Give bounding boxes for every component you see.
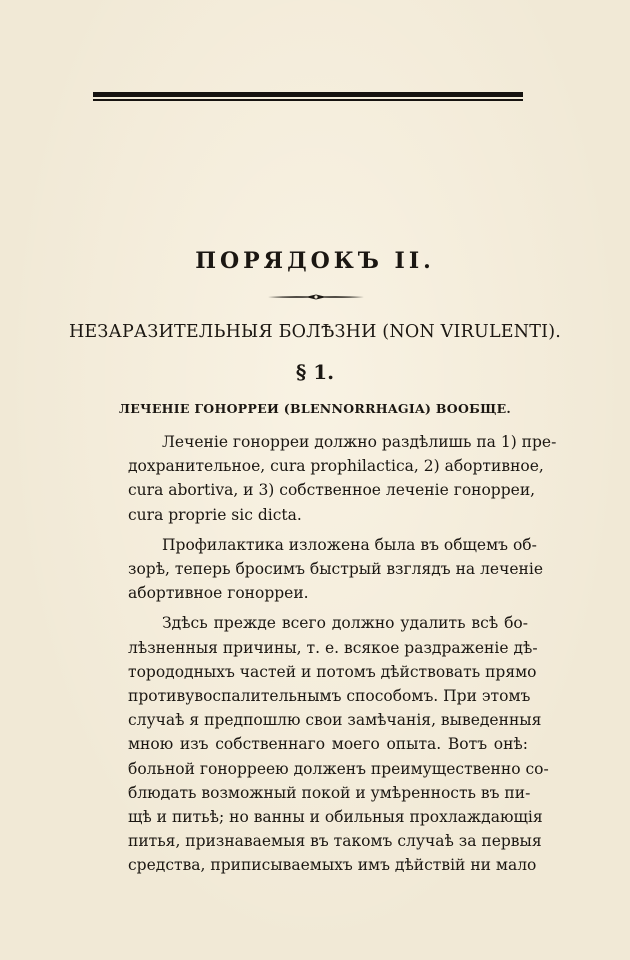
text-line: дохранительное, cura prophilactica, 2) абортивное,: [128, 457, 544, 476]
order-title: ПОРЯДОКЪ II.: [195, 248, 435, 274]
paragraph-1: [94, 430, 557, 527]
text-line: противувоспалительнымъ способомъ. При этомъ: [128, 687, 531, 706]
text-line: Здѣсь прежде всего должно удалить всѣ бо-: [162, 614, 528, 633]
body-text: [94, 430, 557, 884]
top-rule-thick: [93, 92, 523, 97]
top-rule-thin: [93, 99, 523, 101]
text-line: случаѣ я предпошлю свои замѣчанія, выведенныя: [128, 711, 542, 730]
text-line: торододныхъ частей и потомъ дѣйствовать прямо: [128, 662, 537, 681]
text-line: зорѣ, теперь бросимъ быстрый взглядъ на леченіе: [128, 560, 543, 579]
text-line: мною изъ собственнаго моего опыта. Вотъ онѣ:: [128, 735, 528, 754]
text-line: блюдать возможный покой и умѣренность въ пи-: [128, 783, 531, 802]
paragraph-3: [94, 611, 549, 877]
text-line: Леченіе гонорреи должно раздѣлишь па 1) пре-: [162, 433, 557, 451]
text-line: средства, приписываемыхъ имъ дѣйствій ни мало: [128, 856, 537, 875]
ornament-divider-icon: [268, 292, 364, 302]
text-line: cura proprie sic dicta.: [128, 505, 302, 524]
text-line: питья, признаваемыя въ такомъ случаѣ за первыя: [128, 832, 542, 851]
text-line: лѣзненныя причины, т. е. всякое раздраженіе дѣ-: [128, 638, 538, 657]
text-line: щѣ и питьѣ; но ванны и обильныя прохлаждающія: [128, 808, 543, 827]
text-line: абортивное гонорреи.: [128, 584, 309, 603]
text-line: больной гонорреею долженъ преимущественно со-: [128, 759, 549, 778]
subsection-title: ЛЕЧЕНІЕ ГОНОРРЕИ (BLENNORRHAGIA) ВООБЩЕ.: [118, 401, 512, 416]
paragraph-2: [94, 533, 543, 606]
text-line: cura abortiva, и 3) собственное леченіе гонорреи,: [128, 481, 536, 500]
top-double-rule: [93, 92, 523, 102]
text-line: Профилактика изложена была въ общемъ об-: [162, 535, 537, 554]
section-title: НЕЗАРАЗИТЕЛЬНЫЯ БОЛѢЗНИ (NON VIRULENTI).: [68, 322, 562, 342]
paragraph-number: § 1.: [295, 360, 335, 384]
